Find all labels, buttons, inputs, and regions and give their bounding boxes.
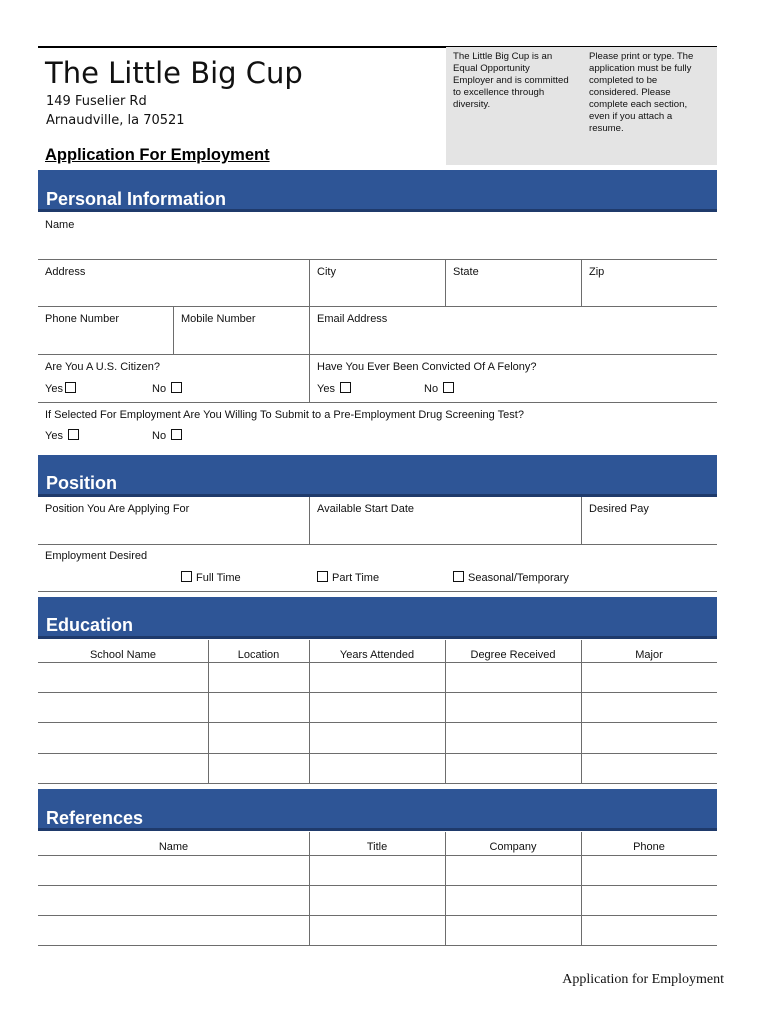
- references-col-name: Name: [158, 841, 189, 853]
- divider: [309, 832, 310, 945]
- divider: [309, 307, 310, 354]
- address-line-1: 149 Fuselier Rd: [46, 94, 147, 109]
- checkbox[interactable]: [68, 429, 79, 440]
- mobile-label: Mobile Number: [181, 313, 256, 325]
- city-label: City: [317, 266, 336, 278]
- divider: [173, 307, 174, 354]
- education-col-major: Major: [635, 649, 663, 661]
- drug-yes-option[interactable]: Yes: [45, 429, 79, 442]
- divider: [581, 832, 582, 945]
- email-label: Email Address: [317, 313, 388, 325]
- instructions-note: Please print or type. The application must be fully completed to be considered. Please complete each section, even if you attach a resume.: [589, 51, 694, 134]
- divider: [309, 355, 310, 402]
- checkbox[interactable]: [181, 571, 192, 582]
- divider: [38, 855, 717, 856]
- references-col-company: Company: [489, 841, 537, 853]
- state-label: State: [453, 266, 479, 278]
- citizen-question: Are You A U.S. Citizen?: [45, 361, 160, 373]
- form-title: Application For Employment: [45, 146, 270, 164]
- divider: [38, 544, 717, 545]
- divider: [38, 591, 717, 592]
- divider: [38, 662, 717, 663]
- divider: [38, 945, 717, 946]
- divider: [38, 783, 717, 784]
- divider: [445, 640, 446, 783]
- desired-pay-label: Desired Pay: [589, 503, 649, 515]
- phone-label: Phone Number: [45, 313, 119, 325]
- position-applying-label: Position You Are Applying For: [45, 503, 190, 515]
- divider: [38, 354, 717, 355]
- references-col-title: Title: [366, 841, 388, 853]
- divider: [309, 497, 310, 544]
- divider: [38, 306, 717, 307]
- felony-yes-option[interactable]: Yes: [317, 382, 351, 395]
- citizen-no-option[interactable]: No: [152, 382, 182, 395]
- divider: [38, 722, 717, 723]
- employment-desired-label: Employment Desired: [45, 550, 148, 562]
- divider: [208, 640, 209, 783]
- start-date-label: Available Start Date: [317, 503, 415, 515]
- felony-question: Have You Ever Been Convicted Of A Felony?: [317, 361, 537, 373]
- checkbox[interactable]: [317, 571, 328, 582]
- zip-label: Zip: [589, 266, 605, 278]
- divider: [581, 640, 582, 783]
- position-heading: Position: [38, 455, 717, 497]
- address-label: Address: [45, 266, 86, 278]
- divider: [38, 692, 717, 693]
- full-time-option[interactable]: Full Time: [181, 571, 241, 584]
- divider: [38, 259, 717, 260]
- felony-no-option[interactable]: No: [424, 382, 454, 395]
- seasonal-option[interactable]: Seasonal/Temporary: [453, 571, 569, 584]
- checkbox[interactable]: [443, 382, 454, 393]
- education-col-school: School Name: [89, 649, 157, 661]
- citizen-yes-option[interactable]: Yes: [45, 382, 76, 395]
- divider: [445, 832, 446, 945]
- checkbox[interactable]: [65, 382, 76, 393]
- name-label: Name: [45, 219, 75, 231]
- divider: [38, 915, 717, 916]
- footer-text: Application for Employment: [562, 972, 724, 987]
- part-time-option[interactable]: Part Time: [317, 571, 379, 584]
- eeo-note: The Little Big Cup is an Equal Opportunity Employer and is committed to excellence through diversity.: [453, 51, 569, 110]
- divider: [38, 753, 717, 754]
- divider: [309, 260, 310, 306]
- personal-info-heading: Personal Information: [38, 170, 717, 212]
- checkbox[interactable]: [340, 382, 351, 393]
- education-heading: Education: [38, 597, 717, 639]
- education-col-degree: Degree Received: [470, 649, 556, 661]
- references-col-phone: Phone: [633, 841, 665, 853]
- divider: [38, 885, 717, 886]
- divider: [581, 260, 582, 306]
- address-line-2: Arnaudville, la 70521: [46, 113, 185, 128]
- checkbox[interactable]: [171, 429, 182, 440]
- checkbox[interactable]: [171, 382, 182, 393]
- drug-test-question: If Selected For Employment Are You Willing To Submit to a Pre-Employment Drug Screening Test?: [45, 409, 524, 421]
- divider: [445, 260, 446, 306]
- education-col-years: Years Attended: [339, 649, 415, 661]
- references-heading: References: [38, 789, 717, 831]
- drug-no-option[interactable]: No: [152, 429, 182, 442]
- divider: [581, 497, 582, 544]
- education-col-location: Location: [237, 649, 280, 661]
- divider: [38, 402, 717, 403]
- checkbox[interactable]: [453, 571, 464, 582]
- divider: [309, 640, 310, 783]
- company-name: The Little Big Cup: [45, 56, 303, 90]
